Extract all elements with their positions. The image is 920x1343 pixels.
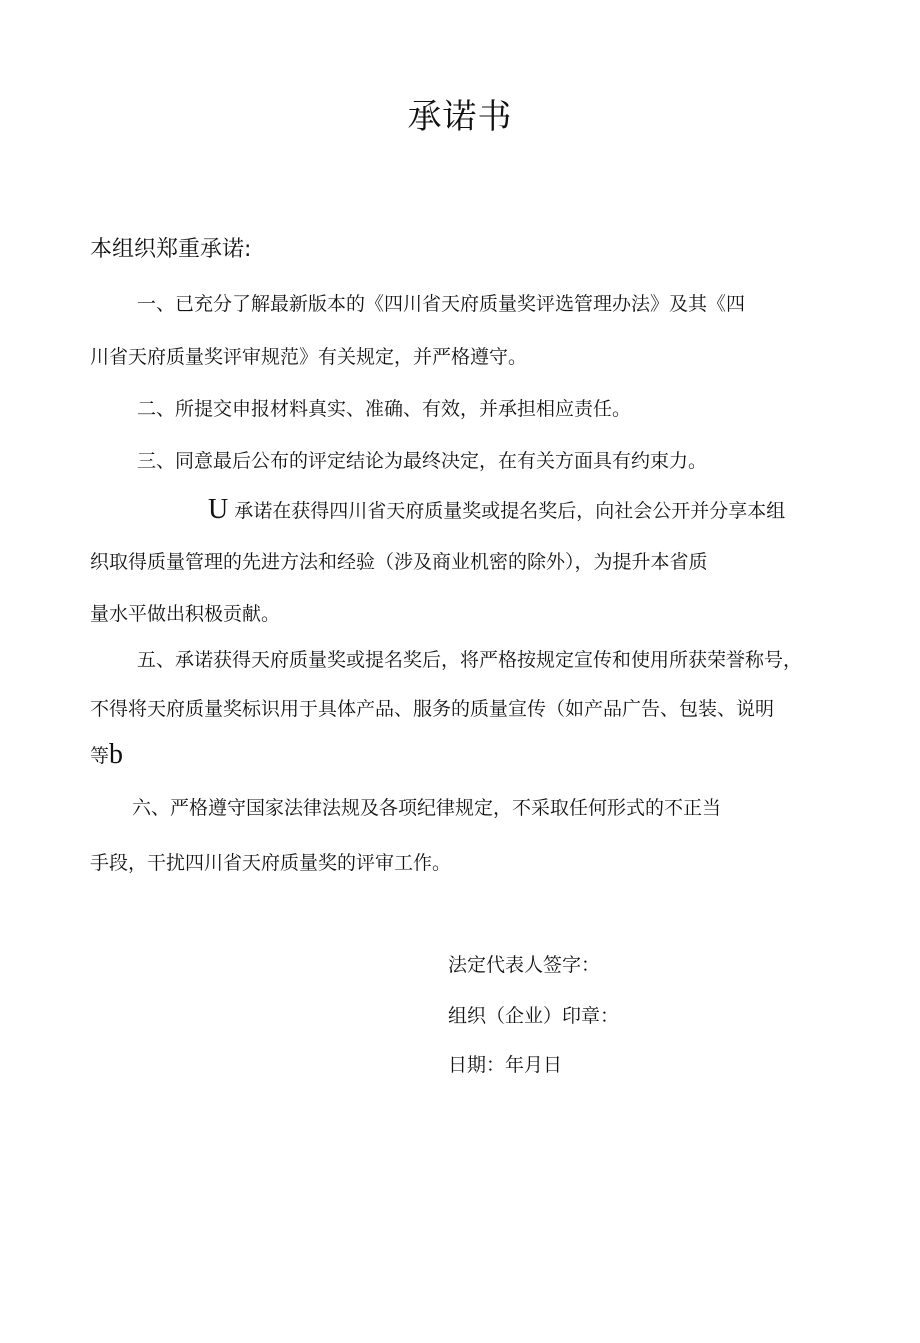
date-label: 日期：年月日 bbox=[448, 1054, 563, 1076]
clause-2: 二、所提交申报材料真实、准确、有效，并承担相应责任。 bbox=[137, 398, 632, 420]
clause-4-line-3: 量水平做出积极贡献。 bbox=[90, 603, 281, 625]
representative-signature-label: 法定代表人签字： bbox=[448, 954, 601, 976]
clause-1-line-1: 一、已充分了解最新版本的《四川省天府质量奖评选管理办法》及其《四 bbox=[137, 293, 746, 315]
organization-seal-label: 组织（企业）印章： bbox=[448, 1005, 620, 1027]
clause-3: 三、同意最后公布的评定结论为最终决定，在有关方面具有约束力。 bbox=[137, 450, 708, 472]
clause-4-line-2: 织取得质量管理的先进方法和经验（涉及商业机密的除外），为提升本省质 bbox=[90, 551, 708, 573]
clause-5-marker: b bbox=[109, 739, 124, 770]
clause-1-line-2: 川省天府质量奖评审规范》有关规定，并严格遵守。 bbox=[90, 346, 528, 368]
clause-5-line-3-text: 等 bbox=[90, 745, 110, 767]
intro-statement: 本组织郑重承诺: bbox=[90, 237, 252, 262]
clause-6-line-1: 六、严格遵守国家法律法规及各项纪律规定，不采取任何形式的不正当 bbox=[132, 797, 722, 819]
clause-4-line-1 bbox=[208, 494, 786, 525]
page-title: 承诺书 bbox=[407, 97, 513, 137]
clause-5-line-1: 五、承诺获得天府质量奖或提名奖后，将严格按规定宣传和使用所获荣誉称号， bbox=[137, 649, 803, 671]
clause-4-marker: U bbox=[208, 494, 229, 525]
clause-5-line-3 bbox=[90, 739, 124, 770]
clause-5-line-2: 不得将天府质量奖标识用于具体产品、服务的质量宣传（如产品广告、包装、说明 bbox=[90, 698, 775, 720]
clause-6-line-2: 手段，干扰四川省天府质量奖的评审工作。 bbox=[90, 852, 452, 874]
clause-4-line-1-text: 承诺在获得四川省天府质量奖或提名奖后，向社会公开并分享本组 bbox=[234, 500, 786, 522]
